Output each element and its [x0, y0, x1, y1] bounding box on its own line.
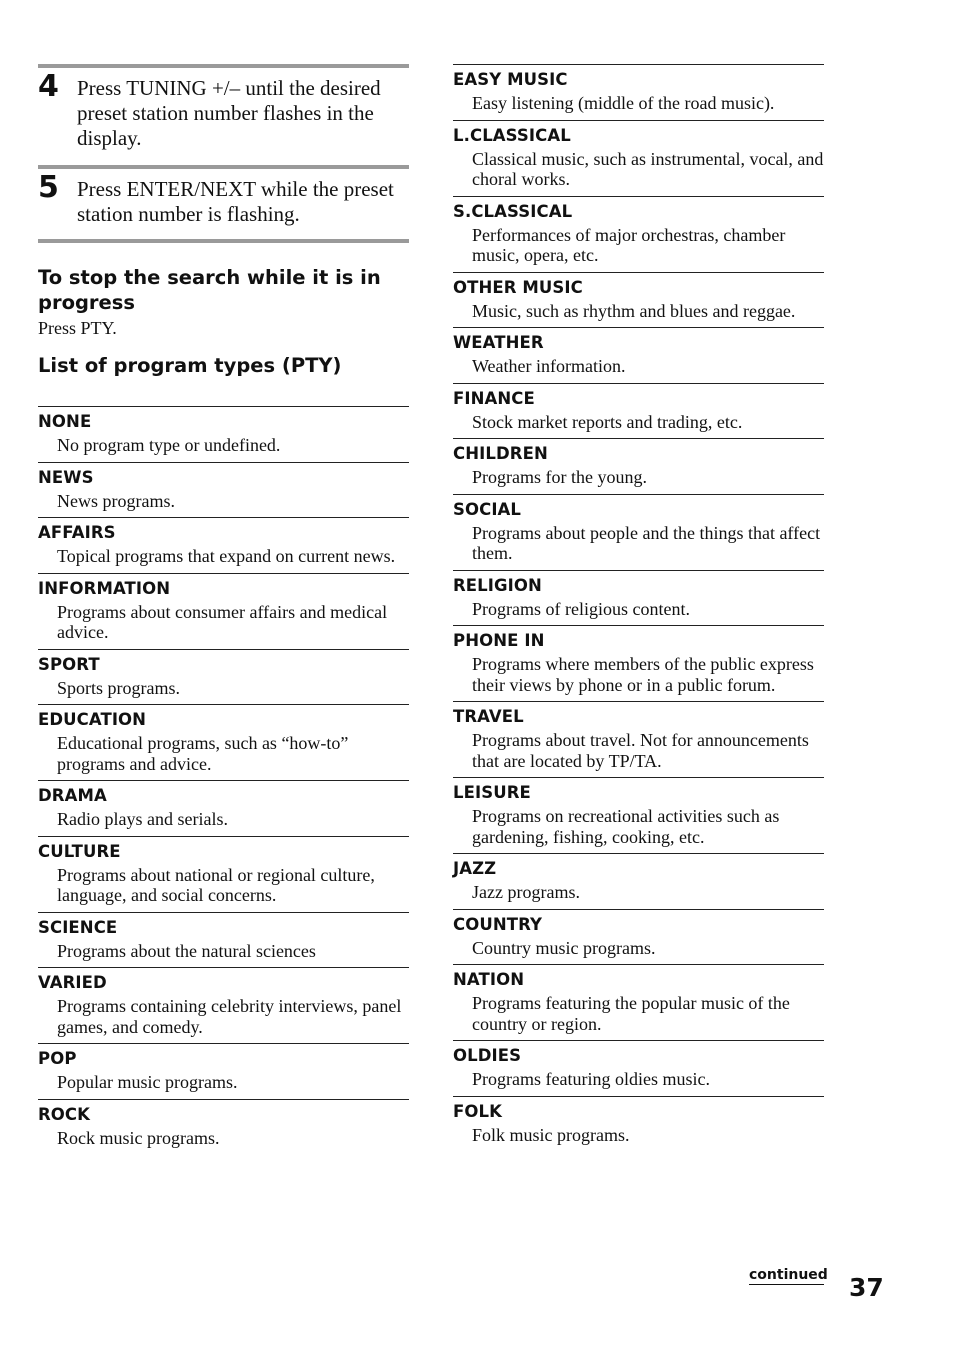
pty-entry — [453, 272, 824, 328]
pty-entry — [453, 120, 824, 196]
pty-name: CHILDREN — [453, 444, 548, 463]
pty-list-left — [38, 406, 409, 1154]
pty-entry — [453, 853, 824, 909]
pty-entry — [38, 836, 409, 912]
pty-entry — [453, 383, 824, 439]
pty-name: EASY MUSIC — [453, 70, 568, 89]
pty-description: Country music programs. — [472, 937, 656, 958]
pty-entry — [453, 327, 824, 383]
pty-name: COUNTRY — [453, 914, 543, 934]
pty-entry — [453, 625, 824, 701]
stop-search-heading: To stop the search while it is in progress — [38, 266, 381, 314]
pty-entry — [453, 777, 824, 853]
pty-description: Sports programs. — [57, 677, 180, 698]
pty-description: Topical programs that expand on current news. — [57, 546, 396, 566]
pty-name: RELIGION — [453, 575, 542, 595]
pty-description: Programs for the young. — [472, 467, 647, 487]
pty-description: Performances of major orchestras, chamber music, opera, etc. — [472, 224, 786, 265]
pty-entry — [38, 967, 409, 1043]
right-column — [453, 64, 824, 1151]
pty-description: Programs on recreational activities such as gardening, fishing, cooking, etc. — [472, 806, 780, 847]
step-number: 5 — [38, 170, 59, 205]
pty-list-right — [453, 64, 824, 1151]
continued-label: continued — [749, 1267, 828, 1283]
pty-entry — [38, 649, 409, 705]
pty-name: NEWS — [38, 467, 94, 487]
pty-name: VARIED — [38, 973, 107, 992]
pty-entry — [38, 406, 409, 462]
pty-entry — [38, 780, 409, 836]
pty-description: Jazz programs. — [472, 882, 580, 902]
pty-name: INFORMATION — [38, 578, 171, 598]
pty-name: ROCK — [38, 1104, 91, 1124]
left-column — [38, 64, 409, 1154]
pty-entry — [38, 1099, 409, 1155]
pty-description: Programs about national or regional culture, language, and social concerns. — [57, 864, 375, 905]
pty-entry — [453, 1096, 824, 1152]
pty-name: L.CLASSICAL — [453, 125, 571, 145]
step-number: 4 — [38, 69, 59, 104]
pty-name: POP — [38, 1049, 77, 1068]
pty-description: Programs about the natural sciences — [57, 940, 316, 961]
step-5 — [38, 165, 409, 239]
step-4 — [38, 64, 409, 165]
pty-description: Stock market reports and trading, etc. — [472, 411, 743, 432]
pty-entry — [453, 1040, 824, 1096]
pty-name: OLDIES — [453, 1046, 522, 1065]
step-text: Press ENTER/NEXT while the preset station number is flashing. — [77, 177, 394, 226]
pty-description: Programs featuring the popular music of the country or region. — [472, 993, 790, 1034]
pty-name: SCIENCE — [38, 917, 118, 937]
pty-description: Programs featuring oldies music. — [472, 1069, 710, 1089]
pty-description: Weather information. — [472, 356, 626, 376]
pty-description: Programs of religious content. — [472, 598, 690, 619]
pty-description: Classical music, such as instrumental, vocal, and choral works. — [472, 148, 824, 189]
pty-name: OTHER MUSIC — [453, 277, 583, 297]
pty-name: DRAMA — [38, 786, 107, 805]
pty-list-heading: List of program types (PTY) — [38, 354, 342, 377]
pty-description: Radio plays and serials. — [57, 809, 228, 829]
pty-name: LEISURE — [453, 783, 531, 802]
pty-description: Rock music programs. — [57, 1127, 220, 1148]
pty-description: Programs containing celebrity interviews, panel games, and comedy. — [57, 996, 402, 1037]
pty-name: FINANCE — [453, 388, 535, 408]
pty-entry — [38, 462, 409, 518]
pty-name: WEATHER — [453, 333, 544, 352]
pty-name: NONE — [38, 412, 92, 431]
pty-description: News programs. — [57, 490, 175, 511]
pty-name: S.CLASSICAL — [453, 201, 573, 221]
pty-description: Educational programs, such as “how-to” programs and advice. — [57, 733, 349, 774]
pty-description: Programs about consumer affairs and medical advice. — [57, 601, 388, 642]
pty-name: PHONE IN — [453, 631, 545, 650]
pty-entry — [38, 912, 409, 968]
pty-description: Programs about people and the things that affect them. — [472, 522, 821, 563]
pty-name: NATION — [453, 970, 525, 989]
pty-description: Programs about travel. Not for announcements that are located by TP/TA. — [472, 730, 809, 771]
pty-name: EDUCATION — [38, 710, 147, 729]
stop-search-body: Press PTY. — [38, 318, 117, 338]
pty-entry — [453, 438, 824, 494]
pty-name: TRAVEL — [453, 707, 524, 726]
pty-description: Music, such as rhythm and blues and reggae. — [472, 300, 796, 321]
pty-description: No program type or undefined. — [57, 435, 281, 455]
pty-name: SOCIAL — [453, 499, 522, 519]
pty-description: Easy listening (middle of the road music). — [472, 93, 775, 113]
pty-entry — [38, 573, 409, 649]
pty-name: CULTURE — [38, 841, 121, 861]
pty-entry — [453, 494, 824, 570]
pty-description: Popular music programs. — [57, 1072, 238, 1092]
pty-name: SPORT — [38, 654, 100, 674]
pty-entry — [453, 701, 824, 777]
step-divider — [38, 239, 409, 243]
pty-entry — [38, 1043, 409, 1099]
pty-entry — [453, 196, 824, 272]
pty-description: Folk music programs. — [472, 1124, 630, 1145]
pty-entry — [38, 704, 409, 780]
step-text: Press TUNING +/– until the desired preset station number flashes in the display. — [77, 76, 381, 150]
pty-name: AFFAIRS — [38, 523, 116, 542]
pty-entry — [453, 964, 824, 1040]
page-number: 37 — [849, 1273, 884, 1302]
pty-entry — [38, 517, 409, 573]
pty-name: FOLK — [453, 1101, 502, 1121]
pty-entry — [453, 570, 824, 626]
pty-entry — [453, 909, 824, 965]
pty-name: JAZZ — [453, 859, 497, 878]
pty-description: Programs where members of the public express their views by phone or in a public forum. — [472, 654, 814, 695]
pty-entry — [453, 64, 824, 120]
